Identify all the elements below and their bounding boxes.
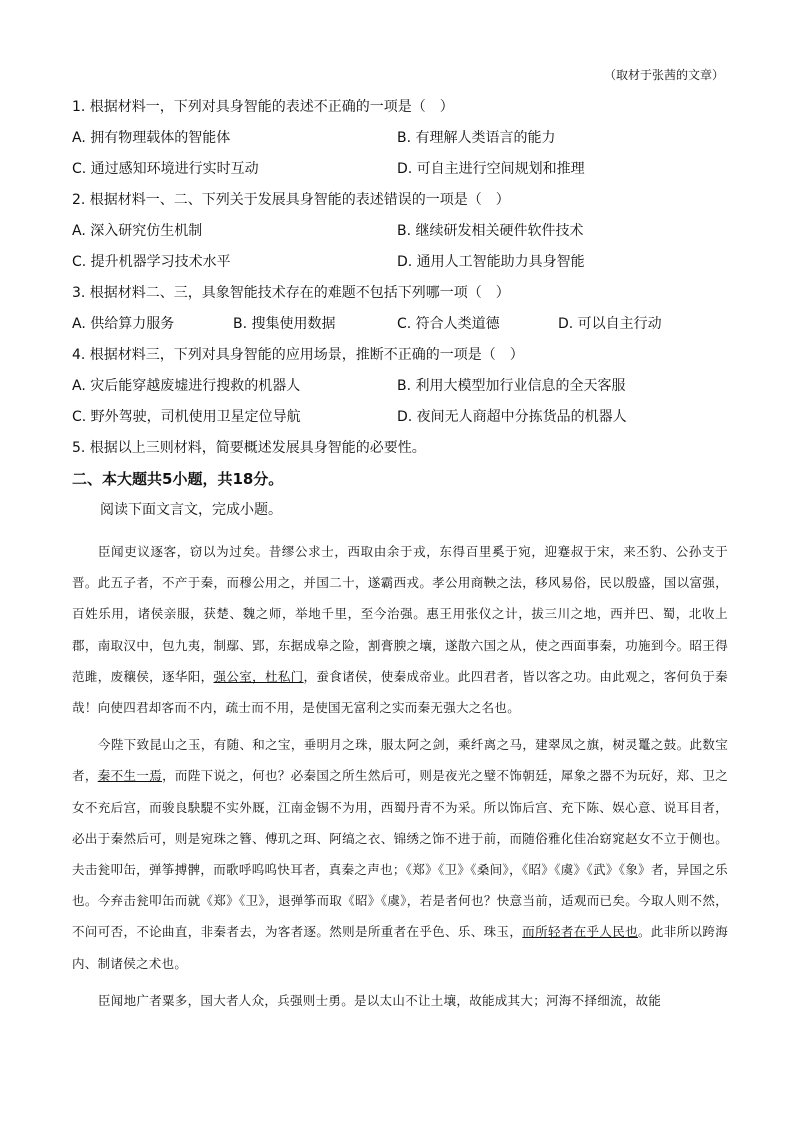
options-row (72, 313, 728, 344)
question-list (72, 96, 728, 1016)
passage-text: 。此非所以跨海内、制诸侯之术也。 (72, 924, 728, 971)
passage-text: ，蚕食诸侯，使秦成帝业。此四君者，皆以客之功。由此观之，客何负于秦哉！向使四君却客而不内，疏士而不用，是使国无富利之实而秦无强大之名也。 (72, 668, 728, 716)
option-a: A. 灾后能穿越废墟进行搜救的机器人 (72, 378, 301, 394)
option-b: B. 利用大模型加行业信息的全天客服 (397, 378, 626, 394)
option-b: B. 继续研发相关硬件软件技术 (397, 223, 584, 239)
options-row (72, 375, 728, 406)
option-b: B. 搜集使用数据 (233, 316, 336, 332)
options-row (72, 406, 728, 437)
option-d: D. 夜间无人商超中分拣货品的机器人 (397, 409, 627, 425)
option-c: C. 提升机器学习技术水平 (72, 254, 231, 270)
options-row (72, 251, 728, 282)
passage-paragraph-1 (72, 530, 728, 723)
options-row (72, 220, 728, 251)
section-title: 二、本大题共5小题，共18分。 (72, 470, 284, 488)
passage-paragraph-2 (72, 723, 728, 979)
passage-text: 今陛下致昆山之玉，有随、和之宝，垂明月之珠，服太阿之剑，乘纤离之马，建翠凤之旗，树灵鼍之鼓。此数宝者， (72, 737, 728, 784)
question-stem-5: 5. 根据以上三则材料，简要概述发展具身智能的必要性。 (72, 440, 426, 456)
passage-text: ，而陛下说之，何也？必秦国之所生然后可，则是夜光之璧不饰朝廷，犀象之器不为玩好，郑、卫之女不充后宫，而骏良駃騠不实外厩，江南金锡不为用，西蜀丹青不为采。所以饰后宫、充下陈、娱心意、说耳目者，必出于秦然后可，则是宛珠之簪、傅玑之珥、阿缟之衣、锦绣之饰不进于前，而随俗雅化佳冶窈窕赵女不立于侧也。夫击瓮叩缶，弹筝搏髀，而歌呼呜呜快耳者，真秦之声也；《郑》《卫》《桑间》，《昭》《虞》《武》《象》者，异国之乐也。今弃击瓮叩缶而就《郑》《卫》，退弹筝而取《昭》《虞》，若是者何也？快意当前，适观而已矣。今取人则不然，不问可否，不论曲直，非秦者去，为客者逐。然则是所重者在乎色、乐、珠玉， (72, 768, 728, 940)
option-b: B. 有理解人类语言的能力 (397, 130, 556, 146)
option-d: D. 通用人工智能助力具身智能 (397, 254, 585, 270)
source-note: （取材于张茜的文章） (603, 68, 724, 82)
instruction-text: 阅读下面文言文，完成小题。 (100, 502, 282, 518)
option-a: A. 拥有物理载体的智能体 (72, 130, 231, 146)
question-stem-2: 2. 根据材料一、二、下列关于发展具身智能的表述错误的一项是（ ） (72, 192, 510, 208)
option-d: D. 可以自主行动 (558, 316, 662, 332)
underlined-phrase: 强公室，杜私门 (213, 668, 304, 684)
underlined-phrase: 秦不生一焉 (97, 768, 163, 784)
option-c: C. 野外驾驶，司机使用卫星定位导航 (72, 409, 301, 425)
question-stem-4: 4. 根据材料三，下列对具身智能的应用场景，推断不正确的一项是（ ） (72, 347, 524, 363)
options-row (72, 158, 728, 189)
options-row (72, 127, 728, 158)
question-stem-3: 3. 根据材料二、三，具象智能技术存在的难题不包括下列哪一项（ ） (72, 285, 510, 301)
passage-paragraph-3: 臣闻地广者粟多，国大者人众，兵强则士勇。是以太山不让土壤，故能成其大；河海不择细流，故能 (98, 992, 662, 1008)
option-c: C. 通过感知环境进行实时互动 (72, 161, 259, 177)
question-stem-1: 1. 根据材料一，下列对具身智能的表述不正确的一项是（ ） (72, 99, 454, 115)
option-a: A. 深入研究仿生机制 (72, 223, 203, 239)
option-c: C. 符合人类道德 (397, 316, 500, 332)
option-d: D. 可自主进行空间规划和推理 (397, 161, 585, 177)
option-a: A. 供给算力服务 (72, 316, 175, 332)
passage-text: 臣闻吏议逐客，窃以为过矣。昔缪公求士，西取由余于戎，东得百里奚于宛，迎蹇叔于宋，来丕豹、公孙支于晋。此五子者，不产于秦，而穆公用之，并国二十，遂霸西戎。孝公用商鞅之法，移风易俗，民以殷盛，国以富强，百姓乐用，诸侯亲服，获楚、魏之师，举地千里，至今治强。惠王用张仪之计，拔三川之地，西并巴、蜀，北收上郡，南取汉中，包九夷，制鄢、郢，东据成皋之险，割膏腴之壤，遂散六国之从，使之西面事秦，功施到今。昭王得范雎，废穰侯，逐华阳， (72, 544, 728, 684)
underlined-phrase: 而所轻者在乎人民也 (522, 924, 639, 940)
